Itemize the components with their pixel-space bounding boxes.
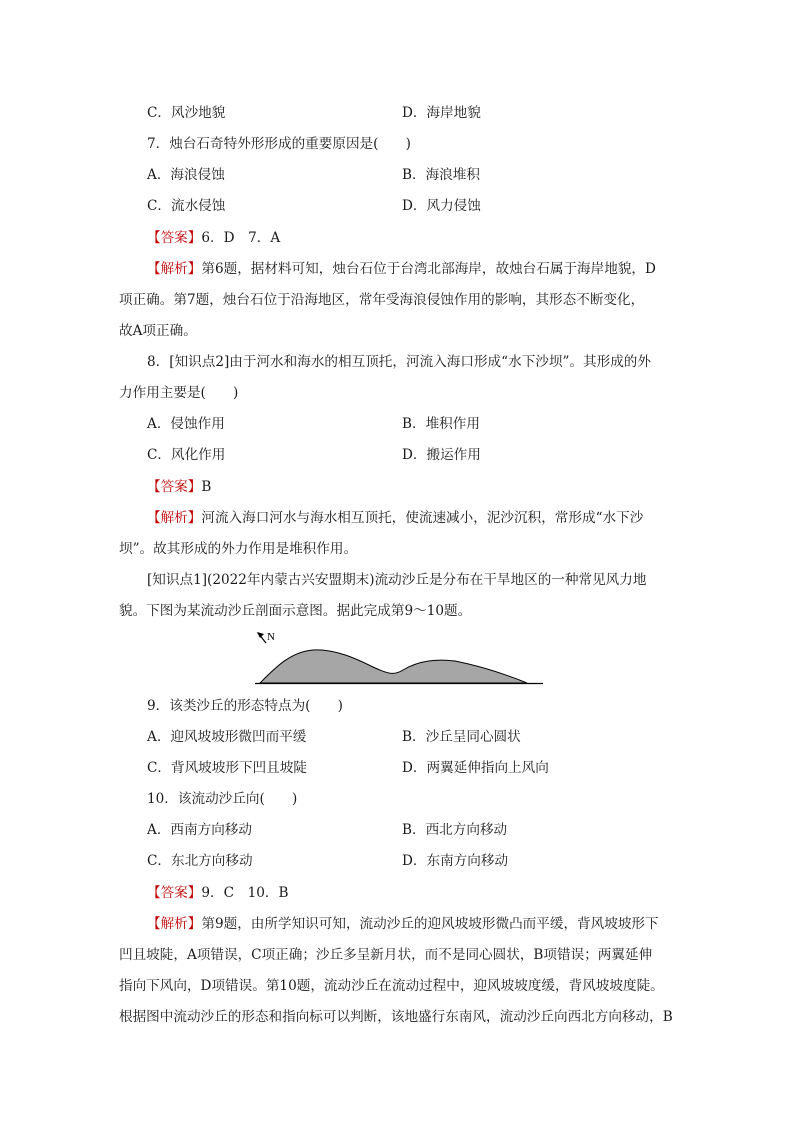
q8-stem-line2: 力作用主要是( ): [119, 385, 239, 401]
north-arrow-icon: [257, 631, 275, 643]
q8-stem-line1: 8．[知识点2]由于河水和海水的相互顶托，河流入海口形成“水下沙坝”。其形成的外: [147, 354, 651, 370]
explanation-text: 第9题，由所学知识可知，流动沙丘的迎风坡坡形微凸而平缓，背风坡坡形下: [201, 916, 659, 932]
q7-option-d: D．风力侵蚀: [402, 198, 481, 214]
explanation-6-7-line2: 项正确。第7题，烛台石位于沿海地区，常年受海浪侵蚀作用的影响，其形态不断变化，: [119, 292, 645, 308]
q9-option-a: A．迎风坡坡形微凹而平缓: [147, 729, 307, 745]
answer-6-7: [147, 228, 280, 248]
q10-stem: 10．该流动沙丘向( ): [147, 791, 298, 807]
q10-option-d: D．东南方向移动: [402, 853, 509, 869]
q9-option-c: C．背风坡坡形下凹且坡陡: [147, 760, 307, 776]
explanation-9-10-line2: 凹且坡陡，A项错误，C项正确；沙丘多呈新月状，而不是同心圆状，B项错误；两翼延伸: [119, 947, 653, 963]
q8-option-b: B．堆积作用: [402, 416, 480, 432]
q6-option-c: C．风沙地貌: [147, 105, 226, 121]
q9-stem: 9．该类沙丘的形态特点为( ): [147, 698, 343, 714]
answer-text: 9．C 10．B: [201, 885, 289, 901]
explanation-tag: 【解析】: [147, 510, 202, 526]
answer-text: B: [201, 479, 212, 495]
explanation-6-7-line1: [147, 259, 656, 279]
answer-8: [147, 477, 211, 497]
answer-tag: 【答案】: [147, 230, 202, 246]
explanation-9-10-line1: [147, 914, 659, 934]
q10-option-c: C．东北方向移动: [147, 853, 253, 869]
explanation-tag: 【解析】: [147, 261, 202, 277]
q8-option-a: A．侵蚀作用: [147, 416, 225, 432]
answer-tag: 【答案】: [147, 479, 202, 495]
north-label: N: [267, 631, 275, 643]
explanation-tag: 【解析】: [147, 916, 202, 932]
explanation-text: 河流入海口河水与海水相互顶托，使流速减小，泥沙沉积，常形成“水下沙: [201, 510, 644, 526]
answer-text: 6．D 7．A: [201, 230, 281, 246]
material-line2: 貌。下图为某流动沙丘剖面示意图。据此完成第9～10题。: [119, 603, 472, 619]
explanation-text: 第6题，据材料可知，烛台石位于台湾北部海岸，故烛台石属于海岸地貌，D: [201, 261, 656, 277]
q8-option-d: D．搬运作用: [402, 447, 481, 463]
dune-silhouette: [260, 650, 527, 683]
q8-option-c: C．风化作用: [147, 447, 226, 463]
q6-option-d: D．海岸地貌: [402, 105, 481, 121]
q7-option-c: C．流水侵蚀: [147, 198, 226, 214]
q7-option-a: A．海浪侵蚀: [147, 167, 225, 183]
q7-option-b: B．海浪堆积: [402, 167, 480, 183]
explanation-9-10-line4: 根据图中流动沙丘的形态和指向标可以判断，该地盛行东南风，流动沙丘向西北方向移动，B: [119, 1009, 673, 1025]
material-line1: [知识点1](2022年内蒙古兴安盟期末)流动沙丘是分布在干旱地区的一种常见风力地: [147, 572, 647, 588]
explanation-6-7-line3: 故A项正确。: [119, 323, 197, 339]
q10-option-a: A．西南方向移动: [147, 822, 252, 838]
explanation-9-10-line3: 指向下风向，D项错误。第10题，流动沙丘在流动过程中，迎风坡坡度缓，背风坡坡度陡。: [119, 978, 664, 994]
answer-9-10: [147, 883, 289, 903]
dune-profile-figure: [255, 630, 547, 690]
q9-option-b: B．沙丘呈同心圆状: [402, 729, 521, 745]
explanation-8-line1: [147, 508, 643, 528]
explanation-8-line2: 坝”。故其形成的外力作用是堆积作用。: [119, 541, 358, 557]
q9-option-d: D．两翼延伸指向上风向: [402, 760, 549, 776]
q10-option-b: B．西北方向移动: [402, 822, 508, 838]
answer-tag: 【答案】: [147, 885, 202, 901]
q7-stem: 7．烛台石奇特外形形成的重要原因是( ): [147, 136, 411, 152]
